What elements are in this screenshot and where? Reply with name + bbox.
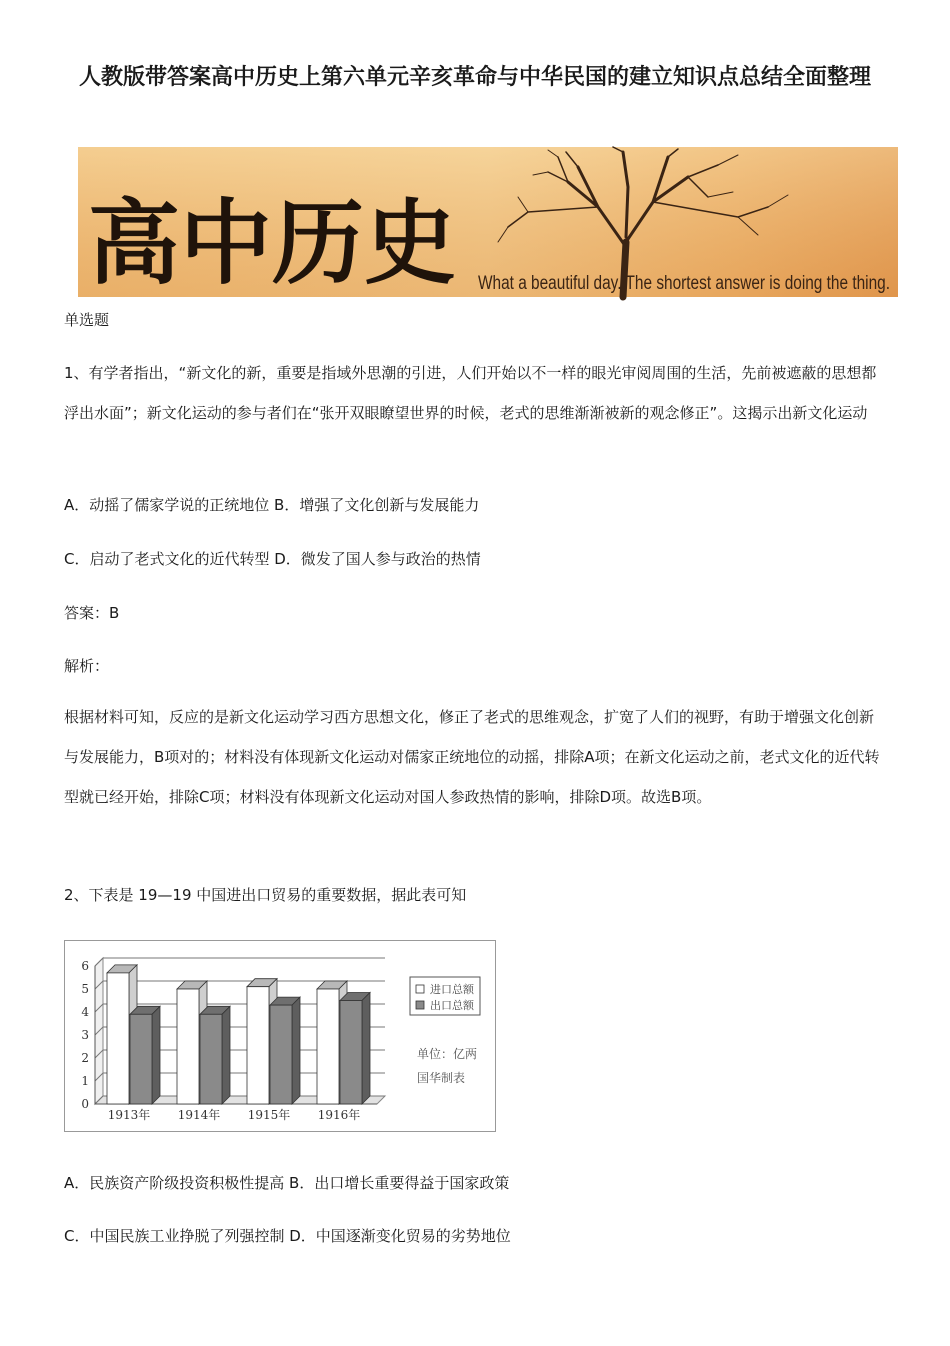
q1-options-cd: C．启动了老式文化的近代转型 D．微发了国人参与政治的热情 [64, 550, 481, 568]
bar [130, 1014, 152, 1104]
chart-note: 国华制表 [417, 1071, 466, 1085]
banner-big-text: 高中历史 [88, 189, 457, 297]
y-tick-label: 2 [81, 1051, 89, 1065]
bar [200, 1014, 222, 1104]
q1-options-ab: A．动摇了儒家学说的正统地位 B．增强了文化创新与发展能力 [64, 496, 480, 514]
q1-analysis: 根据材料可知，反应的是新文化运动学习西方思想文化，修正了老式的思维观念，扩宽了人们的视野，有助于增强文化创新与发展能力，B项对的；材料没有体现新文化运动对儒家正统地位的动摇，排除A项；在新文化运动之前，老式文化的近代转型就已经开始，排除C项；材料没有体现新文化运动对国人参政热情的影响，排除D项。故选B项。 [64, 708, 880, 806]
section-label: 单选题 [64, 311, 110, 329]
bar-side [292, 997, 300, 1104]
bar [270, 1005, 292, 1104]
banner-caption: What a beautiful day. The shortest answer is doing the thing. [478, 273, 890, 294]
bar [340, 1001, 362, 1105]
y-tick-label: 0 [81, 1097, 89, 1111]
legend-label: 进口总额 [430, 983, 474, 996]
banner-graphic [78, 147, 898, 297]
trade-chart [64, 940, 496, 1132]
y-tick-label: 6 [81, 959, 89, 973]
q1-analysis-label: 解析： [64, 657, 110, 675]
y-tick-label: 5 [81, 982, 89, 996]
trade-chart-svg [65, 941, 495, 1131]
legend-label: 出口总额 [430, 999, 474, 1012]
x-tick-label: 1914年 [177, 1108, 221, 1122]
y-tick-label: 1 [81, 1074, 89, 1088]
document-title: 人教版带答案高中历史上第六单元辛亥革命与中华民国的建立知识点总结全面整理 [78, 65, 871, 90]
q2-stem: 2、下表是 19—19 中国进出口贸易的重要数据，据此表可知 [64, 886, 467, 904]
bar [317, 989, 339, 1104]
bar [247, 987, 269, 1104]
legend-swatch [416, 985, 424, 993]
bar [177, 989, 199, 1104]
q2-options-ab: A．民族资产阶级投资积极性提高 B．出口增长重要得益于国家政策 [64, 1174, 510, 1192]
q1-answer: 答案：B [64, 604, 120, 622]
y-tick-label: 3 [81, 1028, 89, 1042]
bar-side [152, 1006, 160, 1104]
x-tick-label: 1913年 [107, 1108, 151, 1122]
banner-image [78, 147, 898, 297]
x-tick-label: 1916年 [317, 1108, 361, 1122]
bar-side [222, 1006, 230, 1104]
chart-note: 单位：亿两 [417, 1047, 478, 1061]
q2-options-cd: C．中国民族工业挣脱了列强控制 D．中国逐渐变化贸易的劣势地位 [64, 1227, 511, 1245]
bar [107, 973, 129, 1104]
bar-side [362, 993, 370, 1105]
x-tick-label: 1915年 [247, 1108, 291, 1122]
legend-swatch [416, 1001, 424, 1009]
q1-stem: 1、有学者指出，“新文化的新，重要是指域外思潮的引进，人们开始以不一样的眼光审阅周围的生活，先前被遮蔽的思想都浮出水面”；新文化运动的参与者们在“张开双眼瞭望世界的时候，老式的思维渐渐被新的观念修正”。这揭示出新文化运动 [64, 364, 877, 422]
y-tick-label: 4 [81, 1005, 89, 1019]
